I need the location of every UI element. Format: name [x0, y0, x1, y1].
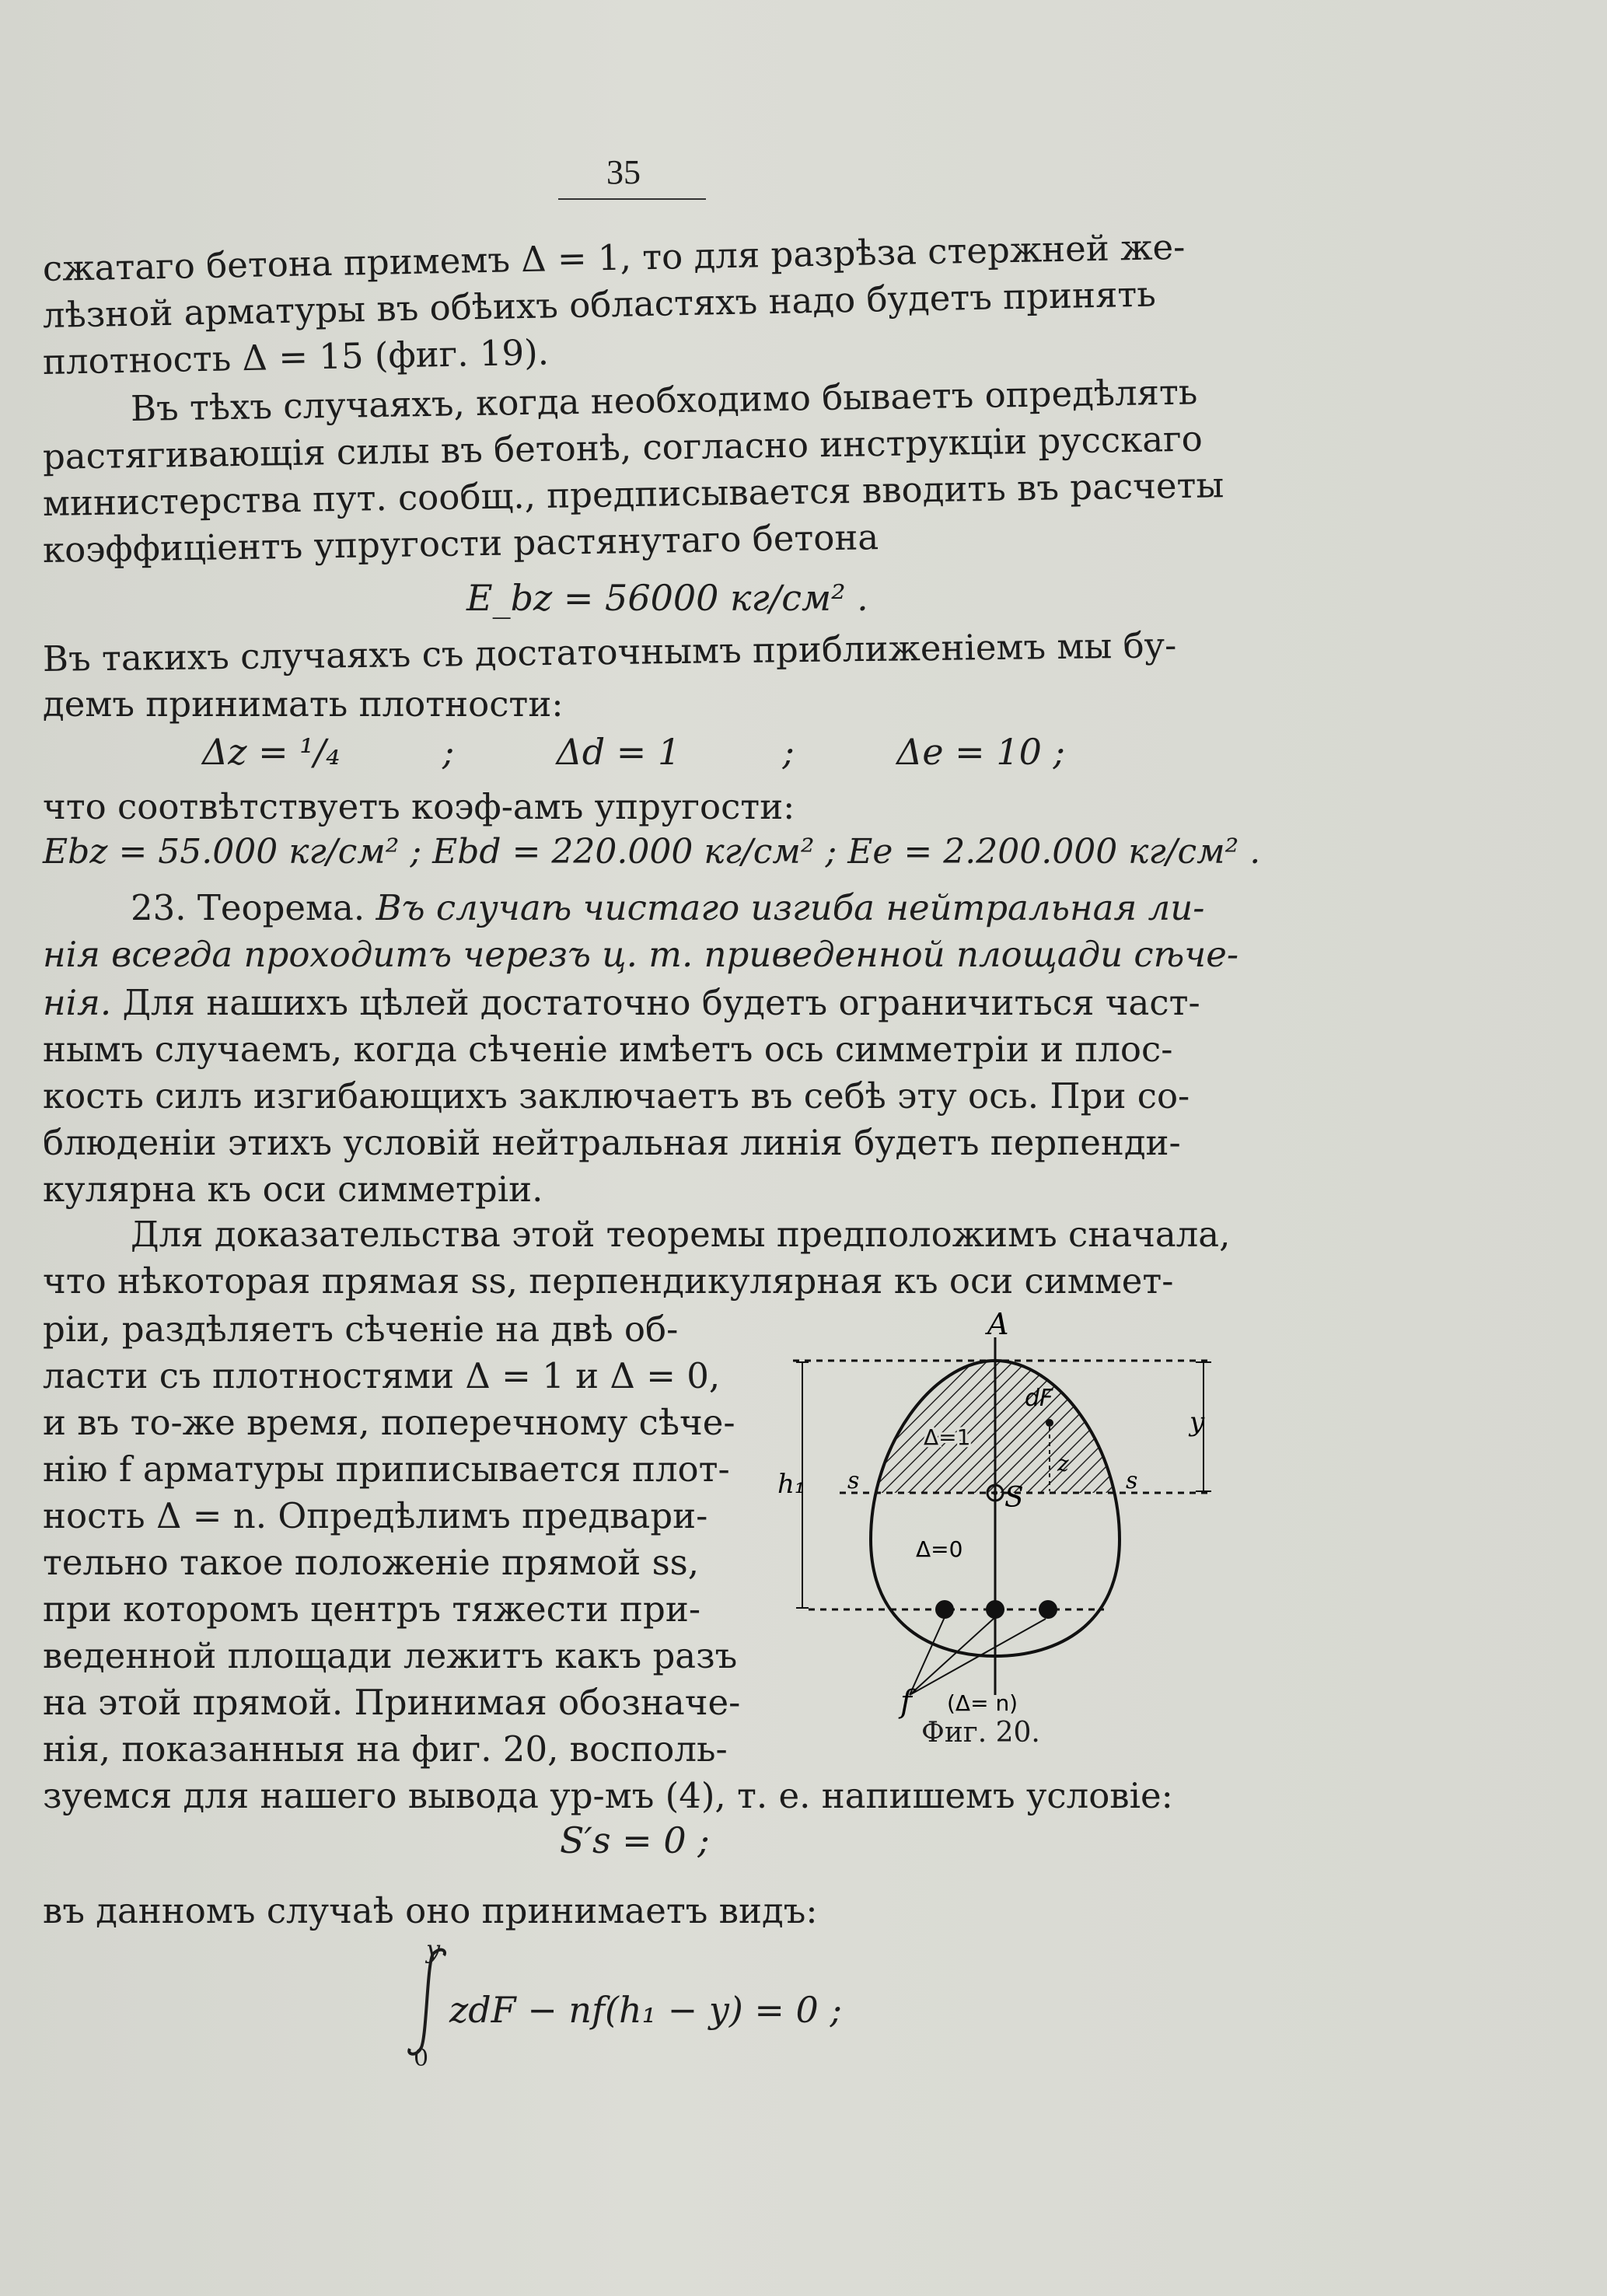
- figure-label-h1: h₁: [777, 1469, 805, 1500]
- text-line: при которомъ центръ тяжести при-: [43, 1588, 701, 1630]
- integral-lower-limit: 0: [414, 2045, 429, 2072]
- text-line: Въ такихъ случаяхъ съ достаточнымъ приближеніемъ мы бу-: [42, 624, 1177, 680]
- integral-upper-limit: y: [426, 1934, 441, 1964]
- text-line: что соотвѣтствуетъ коэф-амъ упругости:: [43, 786, 795, 827]
- equation-integral: zdF − nf(h₁ − y) = 0 ;: [449, 1989, 842, 2031]
- figure-label-y: y: [1190, 1407, 1205, 1438]
- figure-label-dF: dF: [1025, 1385, 1053, 1412]
- text-line: демъ принимать плотности:: [43, 683, 564, 725]
- figure-label-delta1: Δ=1: [924, 1424, 971, 1450]
- text-line: сжатаго бетона примемъ Δ = 1, то для разрѣза стержней же-: [42, 225, 1186, 289]
- figure-label-deltan: (Δ= n): [947, 1690, 1018, 1716]
- text-line: ласти съ плотностями Δ = 1 и Δ = 0,: [43, 1355, 721, 1396]
- figure-label-s-right: s: [1126, 1467, 1138, 1494]
- figure-20-diagram: [777, 1306, 1244, 1742]
- text-line: блюденіи этихъ условій нейтральная линія будетъ перпенди-: [43, 1122, 1181, 1163]
- theorem-line: нія всегда проходитъ черезъ ц. т. приведенной площади сѣче-: [43, 934, 1239, 975]
- equation-static-moment: S′s = 0 ;: [560, 1819, 710, 1861]
- figure-label-z: z: [1057, 1451, 1069, 1476]
- text-line: что нѣкоторая прямая ss, перпендикулярная къ оси симмет-: [43, 1260, 1174, 1302]
- text-line: и въ то-же время, поперечному сѣче-: [43, 1402, 735, 1443]
- page-number: 35: [606, 153, 641, 191]
- equation-ebz: E_bz = 56000 кг/см² .: [466, 577, 868, 619]
- text-line: нымъ случаемъ, когда сѣченіе имѣетъ ось симметріи и плос-: [43, 1029, 1173, 1070]
- text-line: плотность Δ = 15 (фиг. 19).: [42, 331, 550, 383]
- text-line: въ данномъ случаѣ оно принимаетъ видъ:: [43, 1890, 818, 1931]
- text-line: Для доказательства этой теоремы предположимъ сначала,: [131, 1214, 1231, 1255]
- text-line: нію f арматуры приписывается плот-: [43, 1449, 730, 1490]
- equation-densities: Δz = ¹/₄ ; Δd = 1 ; Δe = 10 ;: [202, 731, 1065, 773]
- equation-moduli: Ebz = 55.000 кг/см² ; Ebd = 220.000 кг/см² ; Ee = 2.200.000 кг/см² .: [43, 832, 1261, 872]
- theorem-line: нія. Для нашихъ цѣлей достаточно будетъ ограничиться част-: [43, 982, 1200, 1023]
- figure-caption: Фиг. 20.: [921, 1717, 1040, 1749]
- text-line: кулярна къ оси симметріи.: [43, 1169, 543, 1210]
- page-number-rule: [558, 198, 706, 200]
- text-line: тельно такое положеніе прямой ss,: [43, 1542, 700, 1583]
- figure-label-s-left: s: [847, 1467, 860, 1494]
- figure-label-S: S: [1004, 1482, 1024, 1514]
- text-line: растягивающія силы въ бетонѣ, согласно инструкціи русскаго: [42, 418, 1204, 477]
- text-line: Въ тѣхъ случаяхъ, когда необходимо бываетъ опредѣлять: [130, 371, 1198, 429]
- text-line: ріи, раздѣляетъ сѣченіе на двѣ об-: [43, 1309, 679, 1350]
- text-line: нія, показанныя на фиг. 20, восполь-: [43, 1728, 728, 1770]
- text-line: веденной площади лежитъ какъ разъ: [43, 1635, 738, 1676]
- text-line: зуемся для нашего вывода ур-мъ (4), т. е. напишемъ условіе:: [43, 1775, 1173, 1816]
- text-line: кость силъ изгибающихъ заключаетъ въ себѣ эту ось. При со-: [43, 1075, 1190, 1117]
- text-line: ность Δ = n. Опредѣлимъ предвари-: [43, 1495, 708, 1536]
- text-line: лѣзной арматуры въ обѣихъ областяхъ надо будетъ принять: [42, 273, 1157, 336]
- figure-label-f: f: [900, 1684, 912, 1720]
- figure-label-A: A: [987, 1307, 1009, 1341]
- theorem-line: 23. Теорема. Въ случаѣ чистаго изгиба нейтральная ли-: [131, 887, 1205, 928]
- figure-label-delta0: Δ=0: [916, 1536, 963, 1562]
- text-line: на этой прямой. Принимая обозначе-: [43, 1682, 741, 1723]
- theorem-number: 23. Теорема.: [131, 887, 365, 928]
- text-line: министерства пут. сообщ., предписывается вводить въ расчеты: [42, 464, 1224, 524]
- text-line: коэффиціентъ упругости растянутаго бетона: [42, 516, 879, 571]
